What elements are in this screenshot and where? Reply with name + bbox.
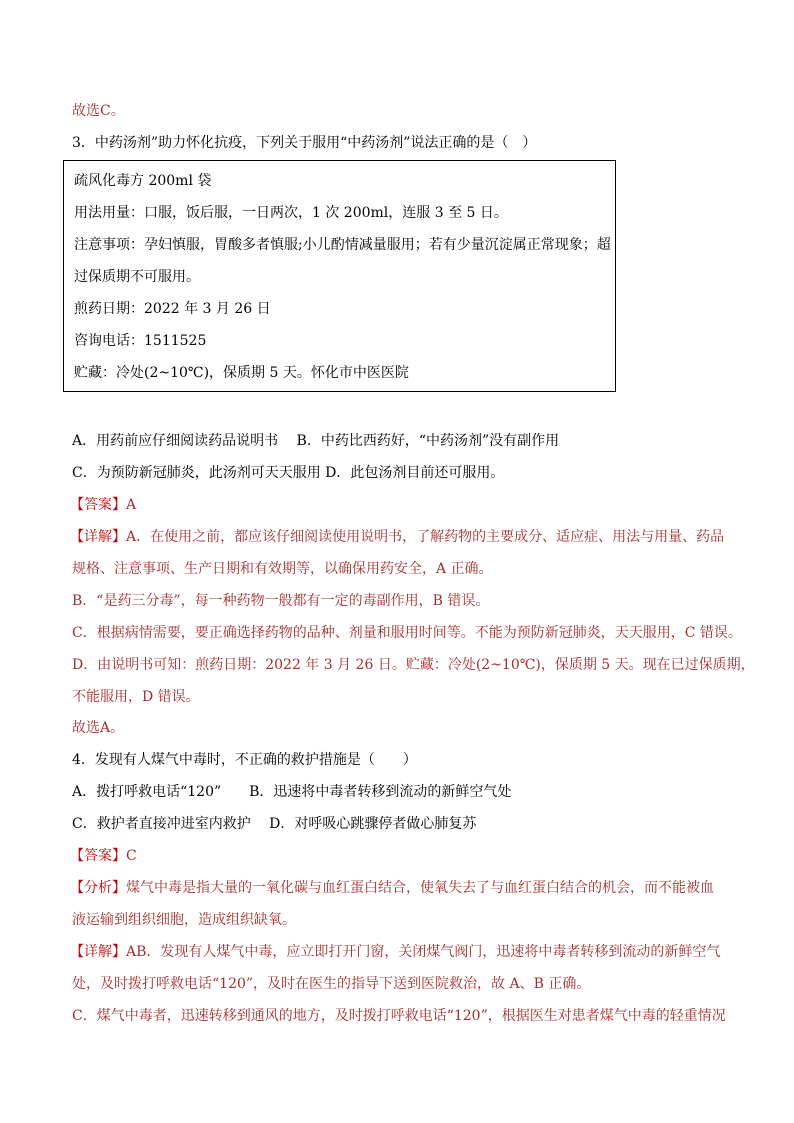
question-4-options-ab: A．拨打呼救电话“120” B．迅速将中毒者转移到流动的新鲜空气处	[72, 784, 512, 800]
analysis-text: 煤气中毒是指大量的一氧化碳与血红蛋白结合，使氧失去了与血红蛋白结合的机会，而不能被血	[126, 880, 714, 896]
question-3-detail-1	[70, 527, 724, 547]
label-line-3: 注意事项：孕妇慎服，胃酸多者慎服;小儿酌情减量服用；若有少量沉淀属正常现象；超	[74, 237, 611, 253]
detail-tag: 【详解】	[70, 529, 126, 545]
question-4-options-cd: C．救护者直接冲进室内救护 D．对呼吸心跳骤停者做心肺复苏	[72, 816, 477, 832]
question-4-detail-1	[70, 942, 720, 962]
label-line-6: 咨询电话：1511525	[74, 333, 207, 349]
question-3-stem: 3．中药汤剂”助力怀化抗疫，下列关于服用“中药汤剂”说法正确的是（ ）	[72, 135, 537, 151]
medicine-label-box	[63, 160, 616, 392]
detail-text: AB．发现有人煤气中毒，应立即打开门窗，关闭煤气阀门，迅速将中毒者转移到流动的新鲜空气	[126, 944, 721, 960]
question-3-detail-4: C．根据病情需要，要正确选择药物的品种、剂量和服用时间等。不能为预防新冠肺炎，天天服用，C 错误。	[72, 625, 742, 641]
question-3-detail-2: 规格、注意事项、生产日期和有效期等，以确保用药安全，A 正确。	[72, 561, 493, 577]
detail-tag: 【详解】	[70, 944, 126, 960]
question-3-answer	[70, 495, 136, 515]
question-3-detail-5: D．由说明书可知：煎药日期：2022 年 3 月 26 日。贮藏：冷处(2~10℃)，保质期 5 天。现在已过保质期，	[72, 657, 755, 673]
question-3-options-cd: C．为预防新冠肺炎，此汤剂可天天服用 D．此包汤剂目前还可服用。	[72, 465, 505, 481]
question-3-detail-6: 不能服用，D 错误。	[72, 689, 200, 705]
question-4-analysis-2: 液运输到组织细胞，造成组织缺氧。	[72, 912, 296, 928]
label-line-1: 疏风化毒方 200ml 袋	[74, 173, 212, 189]
label-line-5: 煎药日期：2022 年 3 月 26 日	[74, 301, 271, 317]
analysis-tag: 【分析】	[70, 880, 126, 896]
label-line-2: 用法用量：口服，饭后服，一日两次，1 次 200ml，连服 3 至 5 日。	[74, 205, 508, 221]
question-3-conclusion: 故选A。	[72, 720, 125, 736]
question-4-detail-2: 处，及时拨打呼救电话“120”，及时在医生的指导下送到医院救治，故 A、B 正确。	[72, 976, 591, 992]
question-4-stem: 4．发现有人煤气中毒时，不正确的救护措施是（ ）	[72, 752, 417, 768]
question-3-options-ab: A．用药前应仔细阅读药品说明书 B．中药比西药好，“中药汤剂”没有副作用	[72, 433, 560, 449]
detail-text: A．在使用之前，都应该仔细阅读使用说明书，了解药物的主要成分、适应症、用法与用量、药品	[126, 529, 725, 545]
answer-value: C	[126, 848, 137, 864]
previous-conclusion: 故选C。	[72, 103, 125, 119]
question-4-detail-3: C．煤气中毒者，迅速转移到通风的地方，及时拨打呼救电话“120”，根据医生对患者煤气中毒的轻重情况	[72, 1008, 726, 1024]
label-line-4: 过保质期不可服用。	[74, 269, 200, 285]
label-line-7: 贮藏：冷处(2~10℃)，保质期 5 天。怀化市中医医院	[74, 365, 409, 381]
question-4-answer	[70, 846, 137, 866]
question-4-analysis-1	[70, 878, 714, 898]
answer-tag: 【答案】	[70, 848, 126, 864]
answer-tag: 【答案】	[70, 497, 126, 513]
question-3-detail-3: B．“是药三分毒”，每一种药物一般都有一定的毒副作用，B 错误。	[72, 593, 490, 609]
answer-value: A	[126, 497, 137, 513]
